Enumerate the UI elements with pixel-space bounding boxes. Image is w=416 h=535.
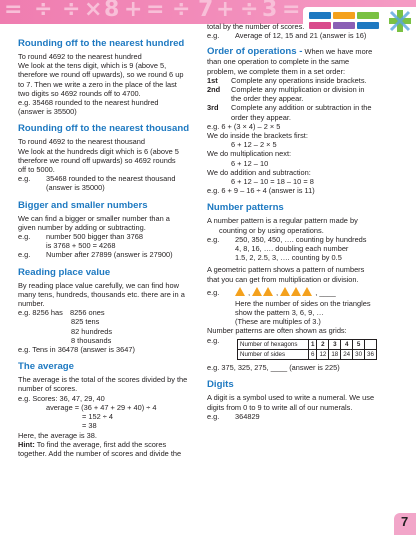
triangle-icon <box>252 287 262 296</box>
eg-label: e.g. <box>207 411 220 421</box>
example-line: e.g. 6 + 9 – 16 ÷ 4 (answer is 11) <box>207 186 315 196</box>
text-line: therefore we round off upwards), so we round 6 up <box>18 70 184 80</box>
text-line: A number pattern is a regular pattern made by <box>207 216 358 226</box>
eg-label: e.g. <box>207 234 220 244</box>
example-row <box>18 308 203 317</box>
text-line: When we have more <box>302 47 373 57</box>
example-line: average = (36 + 47 + 29 + 40) ÷ 4 <box>46 402 157 412</box>
banner-symbol: + <box>216 0 235 22</box>
page-number: 7 <box>401 514 409 529</box>
example-line: is 3768 + 500 = 4268 <box>46 241 116 251</box>
triangle-icon <box>291 287 301 296</box>
hint-line <box>18 440 203 449</box>
triangle-icon <box>302 287 312 296</box>
example-line: 364829 <box>235 411 260 421</box>
grid-row-label: Number of hexagons <box>238 339 309 349</box>
grid-cell: 1 <box>309 339 317 349</box>
section-heading: Rounding off to the nearest thousand <box>18 123 190 135</box>
text-line: To round 4692 to the nearest thousand <box>18 137 145 147</box>
right-column <box>207 22 402 421</box>
example-line: = 38 <box>82 421 97 431</box>
text-line: We can find a bigger or smaller number than a <box>18 213 170 223</box>
example-line: number 500 bigger than 3768 <box>46 232 143 242</box>
text-line: We do inside the brackets first: <box>207 131 308 141</box>
grid-row-label: Number of sides <box>238 349 309 359</box>
text-line: problem, we complete them in a set order: <box>207 66 346 76</box>
example-line: 35468 rounded to the nearest thousand <box>46 174 176 184</box>
section-heading: Digits <box>207 379 234 391</box>
step-text: Complete any multiplication or division in <box>231 85 365 95</box>
eg-label: e.g. <box>207 31 220 41</box>
example-line: 6 + 12 – 10 <box>231 158 269 168</box>
eg-label: e.g. <box>18 250 31 260</box>
text-line: counting or by using operations. <box>219 225 324 235</box>
section-average-continued <box>207 22 402 40</box>
example-line: 825 tens <box>71 317 100 327</box>
grid-cell: 30 <box>353 349 365 359</box>
example-row <box>18 174 203 183</box>
example-line: e.g. 6 + (3 × 4) – 2 × 5 <box>207 121 281 131</box>
text-line: We do addition and subtraction: <box>207 167 311 177</box>
banner-symbol: 7 <box>198 0 214 22</box>
section-heading: Reading place value <box>18 266 111 278</box>
pattern-grid <box>237 339 377 360</box>
chip-icon <box>357 12 379 19</box>
text-line: By reading place value carefully, we can find how <box>18 280 179 290</box>
text-line: Here, the average is 38. <box>18 430 97 440</box>
step-text: the order they appear. <box>231 94 304 104</box>
example-line: 4, 8, 16, …. doubling each number <box>235 244 349 254</box>
example-row <box>18 232 203 241</box>
banner-symbol: = <box>282 0 301 22</box>
section-heading: Bigger and smaller numbers <box>18 199 148 211</box>
banner-symbol: 3 <box>262 0 278 22</box>
section-rounding-hundred <box>18 38 203 116</box>
grid-cell: 3 <box>329 339 341 349</box>
grid-cell: 12 <box>317 349 329 359</box>
section-heading: Order of operations - <box>207 46 303 58</box>
hint-text: To find the average, first add the scores <box>34 439 167 449</box>
example-row <box>207 235 402 244</box>
section-place-value <box>18 267 203 355</box>
text-line: We look at the tens digit, which is 9 (above 5, <box>18 61 167 71</box>
text-line: digits from 0 to 9 to write all of our numerals. <box>207 402 353 412</box>
example-line: show the pattern 3, 6, 9, … <box>235 308 324 318</box>
text-line: We look at the hundreds digit which is 6 (above 5 <box>18 146 179 156</box>
example-line: Number after 27899 (answer is 27900) <box>46 250 173 260</box>
example-row <box>18 250 203 259</box>
banner-symbol: 8 <box>104 0 120 22</box>
section-heading: Rounding off to the nearest hundred <box>18 38 185 49</box>
example-line: e.g. Scores: 36, 47, 29, 40 <box>18 393 105 403</box>
answer-line: (answer is 35000) <box>46 183 105 193</box>
triangle-pattern: , , , ____ <box>235 287 336 298</box>
grid-cell: 6 <box>309 349 317 359</box>
hint-label: Hint: <box>18 439 35 449</box>
section-digits <box>207 379 402 421</box>
chip-icon <box>333 12 355 19</box>
step-text: Complete any addition or subtraction in the <box>231 103 372 113</box>
grid-cell: 18 <box>329 349 341 359</box>
section-number-patterns <box>207 202 402 372</box>
step-label: 3rd <box>207 103 219 113</box>
grid-cell <box>365 339 377 349</box>
step-label: 2nd <box>207 85 221 95</box>
example-line: = 152 ÷ 4 <box>82 412 113 422</box>
text-line: than one operation to complete in the same <box>207 57 350 67</box>
banner-symbol: ÷ <box>34 0 53 22</box>
example-line: Average of 12, 15 and 21 (answer is 16) <box>235 31 367 41</box>
banner-symbol: = <box>4 0 23 22</box>
banner-symbol: × <box>84 0 103 22</box>
example-line: e.g. 35468 rounded to the nearest hundred <box>18 98 159 108</box>
section-rounding-thousand <box>18 123 203 192</box>
text-line: total by the number of scores. <box>207 22 305 31</box>
banner-symbol: = <box>146 0 165 22</box>
text-line: given number by adding or subtracting. <box>18 222 146 232</box>
text-line: two digits so 4692 rounds off to 4700. <box>18 88 141 98</box>
text-line: The average is the total of the scores divided by the <box>18 375 188 385</box>
example-line: 82 hundreds <box>71 326 113 336</box>
triangle-icon <box>263 287 273 296</box>
text-line: to 7. Then we write a zero in the place of the last <box>18 79 177 89</box>
eg-label: e.g. <box>207 288 220 298</box>
text-line: To round 4692 to the nearest hundred <box>18 52 142 61</box>
banner-symbol: ÷ <box>240 0 259 22</box>
example-row <box>207 287 402 299</box>
step-text: order they appear. <box>231 112 291 122</box>
example-line: 1.5, 2, 2.5, 3, …. counting by 0.5 <box>235 253 342 263</box>
text-line: We do multiplication next: <box>207 149 292 159</box>
text-line: number of scores. <box>18 384 78 394</box>
step-label: 1st <box>207 75 218 85</box>
example-row <box>207 336 402 360</box>
grid-cell: 2 <box>317 339 329 349</box>
example-row <box>207 31 402 40</box>
eg-label: e.g. <box>207 335 220 345</box>
section-heading: The average <box>18 361 74 373</box>
example-line: Here the number of sides on the triangles <box>235 298 371 308</box>
text-line: together. Add the number of scores and divide the <box>18 448 182 458</box>
pattern-blank: , ____ <box>315 288 336 298</box>
example-line: e.g. Tens in 36478 (answer is 3647) <box>18 345 135 355</box>
step-row <box>207 103 402 112</box>
step-row <box>207 76 402 85</box>
text-line: therefore we round off upwards) so 4692 rounds <box>18 155 176 165</box>
example-row <box>207 412 402 421</box>
grid-row <box>238 349 377 359</box>
text-line: off to 5000. <box>18 165 55 175</box>
section-heading: Number patterns <box>207 202 284 214</box>
chip-icon <box>309 12 331 19</box>
grid-cell: 4 <box>341 339 353 349</box>
example-line: (These are multiples of 3.) <box>235 317 321 327</box>
text-line: many tens, hundreds, thousands etc. there are in a <box>18 289 185 299</box>
eg-label: e.g. 8256 has <box>18 308 63 318</box>
section-bigger-smaller <box>18 200 203 260</box>
banner-symbol: ÷ <box>62 0 81 22</box>
banner-symbol: ÷ <box>172 0 191 22</box>
text-line: A geometric pattern shows a pattern of numbers <box>207 265 365 275</box>
text-line: Number patterns are often shown as grids: <box>207 326 347 336</box>
answer-line: (answer is 35500) <box>18 107 77 117</box>
text-line: A digit is a symbol used to write a numeral. We use <box>207 393 375 403</box>
step-text: Complete any operations inside brackets. <box>231 75 367 85</box>
text-line: number. <box>18 299 45 309</box>
text-line: that you can get from multiplication or division. <box>207 274 359 284</box>
eg-label: e.g. <box>18 174 31 184</box>
example-line: 250, 350, 450, …. counting by hundreds <box>235 234 367 244</box>
triangle-icon <box>280 287 290 296</box>
eg-label: e.g. <box>18 232 31 242</box>
heading-line <box>207 46 402 57</box>
step-row <box>207 85 402 94</box>
left-column <box>18 38 203 458</box>
example-line: e.g. 375, 325, 275, ____ (answer is 225) <box>207 363 340 373</box>
grid-cell: 5 <box>353 339 365 349</box>
example-line: 6 + 12 – 10 = 18 – 10 = 8 <box>231 177 314 187</box>
section-average <box>18 361 203 458</box>
triangle-icon <box>235 287 245 296</box>
section-order-of-operations <box>207 46 402 195</box>
banner-symbol: + <box>124 0 143 22</box>
example-line: 6 + 12 – 2 × 5 <box>231 140 277 150</box>
example-line: 8256 ones <box>70 308 105 318</box>
example-line: 8 thousands <box>71 335 112 345</box>
grid-cell: 24 <box>341 349 353 359</box>
grid-row <box>238 339 377 349</box>
grid-cell: 36 <box>365 349 377 359</box>
